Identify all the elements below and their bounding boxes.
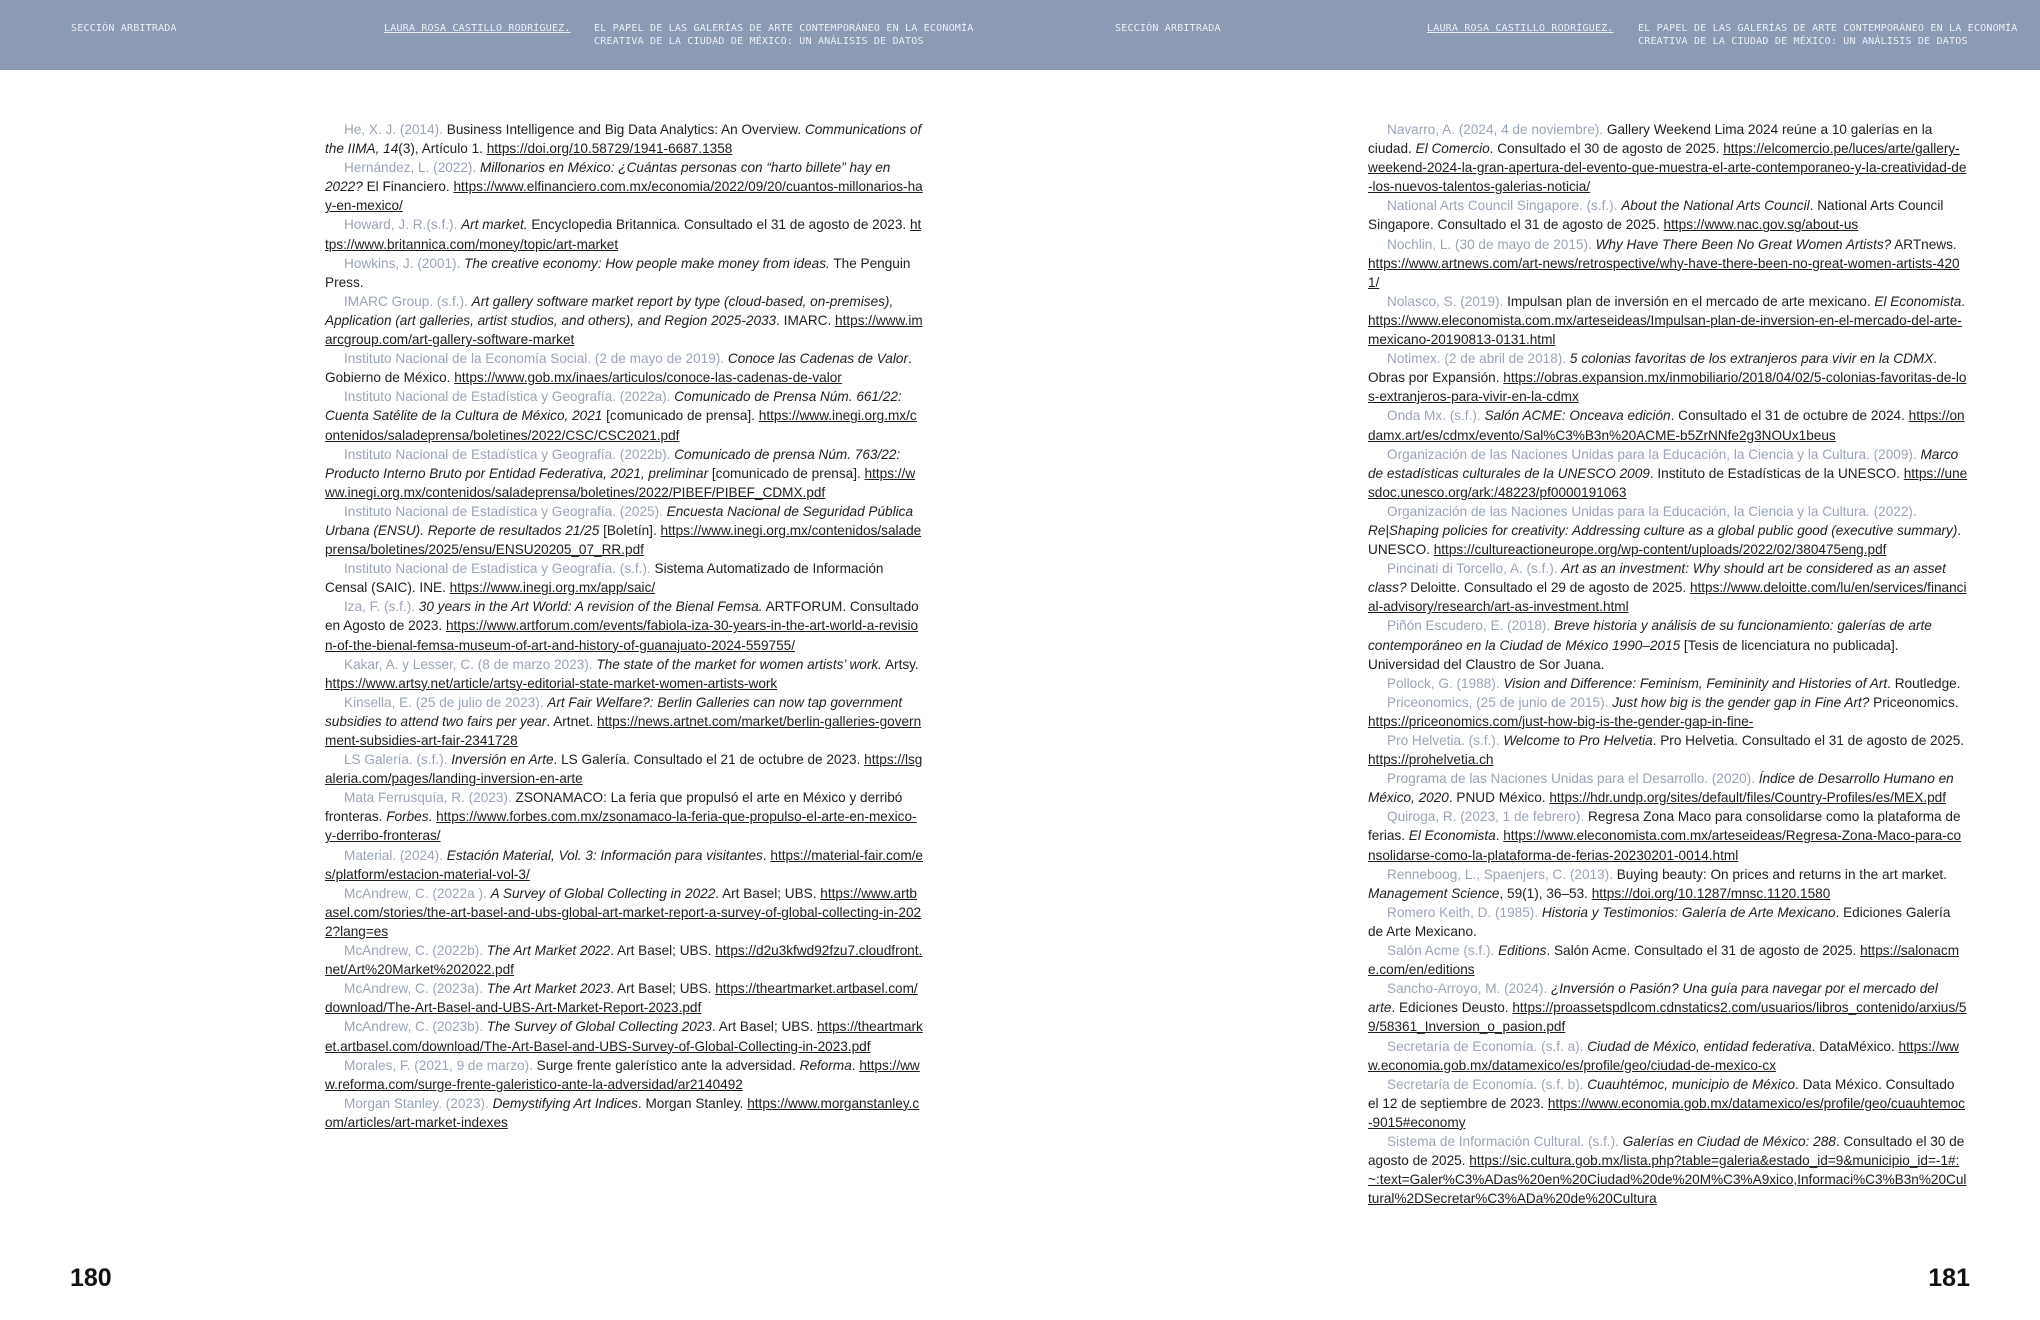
- reference-title: Salón ACME: Onceava edición: [1484, 408, 1671, 424]
- reference-link[interactable]: https://www.britannica.com/money/topic/art-market: [325, 217, 922, 252]
- reference-title: El Economista: [1874, 293, 1962, 309]
- reference-title: Art Fair Welfare?: Berlin Galleries can now tap government subsidies to attend two fairs per year: [325, 694, 903, 729]
- reference-author: IMARC Group. (s.f.).: [344, 293, 472, 309]
- reference-text: . Obras por Expansión.: [1368, 351, 1938, 386]
- reference-entry: [1368, 731, 1968, 769]
- reference-link[interactable]: https://news.artnet.com/market/berlin-galleries-government-subsidies-art-fair-2341728: [325, 713, 922, 748]
- reference-link[interactable]: https://proassetspdlcom.cdnstatics2.com/usuarios/libros_contenido/arxius/59/58361_Inversion_o_pasion.pdf: [1368, 1000, 1967, 1035]
- reference-text: [Boletín].: [599, 522, 661, 538]
- reference-entry: [325, 1094, 923, 1132]
- reference-link[interactable]: https://prohelvetia.ch: [1368, 752, 1494, 768]
- reference-link[interactable]: https://cultureactioneurope.org/wp-content/uploads/2022/02/380475eng.pdf: [1433, 542, 1887, 558]
- reference-author: Programa de las Naciones Unidas para el Desarrollo. (2020).: [1387, 771, 1759, 787]
- reference-link[interactable]: https://www.artbasel.com/stories/the-art-basel-and-ubs-global-art-market-report-a-survey-of-global-collecting-in-2022?lang=es: [325, 885, 922, 939]
- reference-text: . LS Galería. Consultado el 21 de octubre de 2023.: [553, 752, 865, 768]
- reference-text: .: [1961, 293, 1966, 309]
- reference-entry: [1368, 769, 1968, 807]
- reference-text: . Data México. Consultado el 12 de septiembre de 2023.: [1368, 1076, 1955, 1111]
- reference-title: Reforma: [799, 1057, 852, 1073]
- reference-title: The state of the market for women artists’ work.: [596, 656, 882, 672]
- reference-title: Cuauhtémoc, municipio de México: [1587, 1076, 1796, 1092]
- reference-entry: [1368, 445, 1968, 502]
- reference-link[interactable]: https://hdr.undp.org/sites/default/files/Country-Profiles/es/MEX.pdf: [1549, 790, 1947, 806]
- reference-link[interactable]: https://theartmarket.artbasel.com/download/The-Art-Basel-and-UBS-Art-Market-Report-2023.pdf: [325, 981, 918, 1016]
- reference-text: . Art Basel; UBS.: [711, 1019, 817, 1035]
- reference-author: He, X. J. (2014).: [344, 122, 447, 137]
- reference-author: Mata Ferrusquía, R. (2023).: [344, 790, 516, 806]
- article-title-left: [594, 22, 973, 48]
- reference-link[interactable]: https://priceonomics.com/just-how-big-is-the-gender-gap-in-fine-: [1368, 713, 1754, 729]
- reference-link[interactable]: https://elcomercio.pe/luces/arte/gallery-weekend-2024-la-gran-apertura-del-evento-que-muestra-el-arte-contemporaneo-y-la-creatividad-de-los-nuevos-talentos-galerias-noticia/: [1368, 141, 1967, 195]
- reference-link[interactable]: https://obras.expansion.mx/inmobiliario/2018/04/02/5-colonias-favoritas-de-los-extranjeros-para-vivir-en-la-cdmx: [1368, 370, 1967, 405]
- article-title-right-line2: CREATIVA DE LA CIUDAD DE MÉXICO: UN ANÁLISIS DE DATOS: [1638, 36, 1968, 47]
- reference-title: The Art Market 2023: [486, 981, 611, 997]
- reference-text: . National Arts Council Singapore. Consultado el 31 de agosto de 2025.: [1368, 198, 1944, 233]
- reference-author: Notimex. (2 de abril de 2018).: [1387, 351, 1570, 367]
- reference-text: . Instituto de Estadísticas de la UNESCO.: [1649, 465, 1904, 481]
- reference-link[interactable]: https://www.morganstanley.com/articles/art-market-indexes: [325, 1095, 920, 1130]
- reference-text: . Artnet.: [546, 713, 598, 729]
- reference-text: Surge frente galerístico ante la adversidad.: [536, 1057, 800, 1073]
- article-title-left-line1: EL PAPEL DE LAS GALERÍAS DE ARTE CONTEMPORÁNEO EN LA ECONOMÍA: [594, 23, 974, 34]
- reference-text: Artsy.: [881, 656, 919, 672]
- reference-author: Pollock, G. (1988).: [1387, 675, 1504, 691]
- reference-title: Breve historia y análisis de su funcionamiento: galerías de arte contemporáneo en la Ciudad de México 1990–2015: [1368, 618, 1932, 653]
- reference-entry: [1368, 674, 1968, 693]
- reference-author: Howard, J. R.(s.f.).: [344, 217, 462, 233]
- reference-link[interactable]: https://www.artnews.com/art-news/retrospective/why-have-there-been-no-great-women-artists-4201/: [1368, 255, 1960, 290]
- reference-entry: [1368, 616, 1968, 673]
- reference-entry: [1368, 196, 1968, 234]
- reference-link[interactable]: https://ondamx.art/es/cdmx/evento/Sal%C3%B3n%20ACME-b5ZrNNfe2g3NOUx1beus: [1368, 408, 1965, 443]
- reference-author: Material. (2024).: [344, 847, 447, 863]
- reference-entry: [325, 693, 923, 750]
- reference-author: Secretaría de Economía. (s.f. a).: [1387, 1038, 1588, 1054]
- reference-text: Gallery Weekend Lima 2024 reúne a 10 galerías en la ciudad.: [1368, 122, 1933, 157]
- reference-link[interactable]: https://www.inegi.org.mx/contenidos/saladeprensa/boletines/2022/PIBEF/PIBEF_CDMX.pdf: [325, 465, 916, 500]
- reference-entry: [1368, 807, 1968, 864]
- reference-title: Índice de Desarrollo Humano en México, 2020: [1368, 771, 1954, 806]
- reference-title: Comunicado de prensa Núm. 763/22: Producto Interno Bruto por Entidad Federativa, 2021, preliminar: [325, 446, 901, 481]
- reference-link[interactable]: https://material-fair.com/es/platform/estacion-material-vol-3/: [325, 847, 923, 882]
- reference-author: Renneboog, L., Spaenjers, C. (2013).: [1387, 866, 1617, 882]
- reference-title: Forbes: [386, 809, 429, 825]
- reference-entry: [1368, 693, 1968, 731]
- reference-entry: [1368, 941, 1968, 979]
- reference-title: Communications of the IIMA, 14: [325, 122, 922, 157]
- article-title-left-line2: CREATIVA DE LA CIUDAD DE MÉXICO: UN ANÁLISIS DE DATOS: [594, 36, 924, 47]
- section-label-right: SECCIÓN ARBITRADA: [1115, 23, 1221, 34]
- reference-link[interactable]: https://lsgaleria.com/pages/landing-inversion-en-arte: [325, 752, 923, 787]
- reference-author: Iza, F. (s.f.).: [344, 599, 419, 615]
- reference-author: Instituto Nacional de Estadística y Geografía. (2022b).: [344, 446, 675, 462]
- reference-text: Business Intelligence and Big Data Analytics: An Overview.: [446, 122, 805, 137]
- reference-author: McAndrew, C. (2023b).: [344, 1019, 487, 1035]
- author-label-left: LAURA ROSA CASTILLO RODRÍGUEZ.: [384, 23, 571, 34]
- reference-author: Instituto Nacional de Estadística y Geografía. (s.f.).: [344, 561, 655, 577]
- reference-title: Inversión en Arte: [451, 752, 554, 768]
- reference-entry: [325, 655, 923, 693]
- reference-link[interactable]: https://www.inegi.org.mx/app/saic/: [449, 580, 656, 596]
- reference-author: Onda Mx. (s.f.).: [1387, 408, 1485, 424]
- reference-link[interactable]: https://d2u3kfwd92fzu7.cloudfront.net/Art%20Market%202022.pdf: [325, 943, 923, 978]
- reference-entry: [1368, 502, 1968, 559]
- reference-title: Ciudad de México, entidad federativa: [1587, 1038, 1812, 1054]
- reference-title: Art gallery software market report by type (cloud-based, on-premises), Application (art galleries, artist studios, and others), and Region 2025-2033: [325, 293, 894, 328]
- reference-entry: [325, 445, 923, 502]
- reference-link[interactable]: https://theartmarket.artbasel.com/download/The-Art-Basel-and-UBS-Survey-of-Global-Collecting-in-2023.pdf: [325, 1019, 923, 1054]
- reference-entry: [1368, 349, 1968, 406]
- reference-author: Nochlin, L. (30 de mayo de 2015).: [1387, 236, 1596, 252]
- reference-text: . Salón Acme. Consultado el 31 de agosto de 2025.: [1546, 943, 1861, 959]
- reference-title: Vision and Difference: Feminism, Femininity and Histories of Art: [1503, 675, 1888, 691]
- reference-link[interactable]: https://www.artforum.com/events/fabiola-iza-30-years-in-the-art-world-a-revision-of-the-bienal-femsa-museum-of-art-and-history-of-guanajuato-2024-559755/: [325, 618, 919, 653]
- reference-entry: [1368, 292, 1968, 349]
- reference-author: Instituto Nacional de Estadística y Geografía. (2022a).: [344, 389, 675, 405]
- reference-link[interactable]: https://www.deloitte.com/lu/en/services/financial-advisory/research/art-as-investment.html: [1368, 580, 1967, 615]
- reference-entry: [1368, 235, 1968, 292]
- reference-entry: [1368, 903, 1968, 941]
- reference-author: Kinsella, E. (25 de julio de 2023).: [344, 694, 548, 710]
- page-number-left: 180: [70, 1264, 112, 1292]
- reference-entry: [1368, 1132, 1968, 1208]
- reference-title: The creative economy: How people make money from ideas.: [464, 255, 830, 271]
- reference-title: Encuesta Nacional de Seguridad Pública Urbana (ENSU). Reporte de resultados 21/25: [325, 503, 914, 538]
- reference-entry: [325, 941, 923, 979]
- reference-text: . Ediciones Galería de Arte Mexicano.: [1368, 904, 1951, 939]
- reference-text: Sistema Automatizado de Información Censal (SAIC). INE.: [325, 561, 884, 596]
- reference-title: Re|Shaping policies for creativity: Addressing culture as a global public good (executive summary): [1368, 522, 1958, 538]
- reference-author: Morales, F. (2021, 9 de marzo).: [344, 1057, 537, 1073]
- reference-entry: [1368, 1075, 1968, 1132]
- reference-author: Instituto Nacional de la Economía Social. (2 de mayo de 2019).: [344, 351, 728, 367]
- reference-link[interactable]: https://www.economia.gob.mx/datamexico/es/profile/geo/cuauhtemoc-9015#economy: [1368, 1095, 1965, 1130]
- reference-title: 30 years in the Art World: A revision of the Bienal Femsa.: [418, 599, 763, 615]
- reference-author: Salón Acme (s.f.).: [1387, 943, 1499, 959]
- reference-author: Secretaría de Economía. (s.f. b).: [1387, 1076, 1588, 1092]
- reference-title: Art as an investment: Why should art be considered as an asset class?: [1368, 561, 1946, 596]
- reference-text: [Tesis de licenciatura no publicada]. Universidad del Claustro de Sor Juana.: [1368, 637, 1899, 672]
- reference-author: Nolasco, S. (2019).: [1387, 293, 1508, 309]
- reference-author: Kakar, A. y Lesser, C. (8 de marzo 2023).: [344, 656, 597, 672]
- reference-link[interactable]: https://www.elfinanciero.com.mx/economia/2022/09/20/cuantos-millonarios-hay-en-mexico/: [325, 179, 923, 214]
- reference-author: McAndrew, C. (2022b).: [344, 943, 487, 959]
- reference-entry: [325, 979, 923, 1017]
- reference-author: Hernández, L. (2022).: [344, 160, 481, 176]
- running-header: [0, 0, 2040, 70]
- reference-title: ¿Inversión o Pasión? Una guía para navegar por el mercado del arte: [1368, 981, 1938, 1016]
- reference-text: . PNUD México.: [1448, 790, 1550, 806]
- reference-text: , 59(1), 36–53.: [1499, 885, 1592, 901]
- reference-text: Buying beauty: On prices and returns in the art market.: [1616, 866, 1947, 882]
- reference-text: .: [1495, 828, 1504, 844]
- reference-entry: [325, 120, 923, 158]
- reference-text: Priceonomics.: [1869, 694, 1959, 710]
- article-title-right: [1638, 22, 2017, 48]
- reference-author: Quiroga, R. (2023, 1 de febrero).: [1387, 809, 1588, 825]
- reference-entry: [325, 254, 923, 292]
- reference-title: Welcome to Pro Helvetia: [1503, 733, 1653, 748]
- reference-author: Organización de las Naciones Unidas para la Educación, la Ciencia y la Cultura. (2009).: [1387, 446, 1921, 462]
- reference-text: . Consultado el 31 de octubre de 2024.: [1670, 408, 1909, 424]
- author-label-right: LAURA ROSA CASTILLO RODRÍGUEZ.: [1427, 23, 1614, 34]
- reference-link[interactable]: https://doi.org/10.1287/mnsc.1120.1580: [1591, 885, 1831, 901]
- reference-text: .: [428, 809, 437, 825]
- reference-link[interactable]: https://www.forbes.com.mx/zsonamaco-la-feria-que-propulso-el-arte-en-mexico-y-derribo-fronteras/: [325, 809, 917, 844]
- reference-title: Conoce las Cadenas de Valor: [727, 351, 908, 367]
- reference-entry: [1368, 1037, 1968, 1075]
- reference-title: Art market.: [461, 217, 528, 233]
- reference-author: McAndrew, C. (2022a ).: [344, 885, 491, 901]
- reference-title: El Economista: [1408, 828, 1496, 844]
- reference-entry: [325, 559, 923, 597]
- reference-text: . Consultado el 30 de agosto de 2025.: [1368, 1133, 1965, 1169]
- reference-author: Organización de las Naciones Unidas para la Educación, la Ciencia y la Cultura. (2022).: [1387, 503, 1917, 519]
- reference-link[interactable]: https://www.economia.gob.mx/datamexico/es/profile/geo/ciudad-de-mexico-cx: [1368, 1038, 1959, 1073]
- reference-author: McAndrew, C. (2023a).: [344, 981, 487, 997]
- reference-author: Priceonomics, (25 de junio de 2015).: [1387, 694, 1613, 710]
- reference-title: About the National Arts Council: [1621, 198, 1810, 214]
- reference-entry: [325, 884, 923, 941]
- reference-author: Instituto Nacional de Estadística y Geografía. (2025).: [344, 503, 667, 519]
- reference-title: El Comercio: [1415, 141, 1490, 157]
- reference-text: . Routledge.: [1887, 675, 1961, 691]
- reference-title: A Survey of Global Collecting in 2022: [490, 885, 716, 901]
- reference-link[interactable]: https://www.eleconomista.com.mx/arteseideas/Impulsan-plan-de-inversion-en-el-mercado-del-arte-mexicano-20190813-0131.html: [1368, 312, 1962, 348]
- reference-link[interactable]: https://www.nac.gov.sg/about-us: [1663, 217, 1859, 233]
- reference-text: . Ediciones Deusto.: [1391, 1000, 1513, 1016]
- reference-entry: [325, 846, 923, 884]
- reference-title: Demystifying Art Indices: [492, 1095, 638, 1111]
- reference-title: Marco de estadísticas culturales de la UNESCO 2009: [1368, 446, 1959, 481]
- reference-text: Impulsan plan de inversión en el mercado de arte mexicano.: [1507, 293, 1875, 309]
- reference-link[interactable]: https://www.inegi.org.mx/contenidos/saladeprensa/boletines/2022/CSC/CSC2021.pdf: [325, 408, 917, 443]
- reference-text: Deloitte. Consultado el 29 de agosto de 2025.: [1406, 580, 1690, 596]
- reference-text: ARTFORUM. Consultado en Agosto de 2023.: [325, 599, 919, 634]
- reference-link[interactable]: https://www.imarcgroup.com/art-gallery-software-market: [325, 312, 923, 348]
- article-title-right-line1: EL PAPEL DE LAS GALERÍAS DE ARTE CONTEMPORÁNEO EN LA ECONOMÍA: [1638, 23, 2018, 34]
- reference-title: Historia y Testimonios: Galería de Arte Mexicano: [1541, 904, 1836, 920]
- reference-entry: [325, 597, 923, 654]
- reference-text: Regresa Zona Maco para consolidarse como la plataforma de ferias.: [1368, 809, 1961, 844]
- reference-title: Millonarios en México: ¿Cuántas personas con “harto billete” hay en 2022?: [325, 160, 891, 195]
- reference-author: Morgan Stanley. (2023).: [344, 1095, 493, 1111]
- reference-author: Navarro, A. (2024, 4 de noviembre).: [1387, 122, 1607, 137]
- reference-entry: [325, 502, 923, 559]
- reference-title: Editions: [1498, 943, 1547, 959]
- reference-text: . Gobierno de México.: [325, 351, 912, 386]
- reference-text: . DataMéxico.: [1811, 1038, 1899, 1054]
- page-number-right: 181: [1928, 1264, 1970, 1292]
- reference-text: . Art Basel; UBS.: [715, 885, 821, 901]
- reference-entry: [325, 1056, 923, 1094]
- reference-link[interactable]: https://salonacme.com/en/editions: [1368, 943, 1960, 978]
- reference-entry: [1368, 979, 1968, 1036]
- reference-text: .: [851, 1057, 860, 1073]
- reference-entry: [1368, 120, 1968, 196]
- reference-entry: [325, 215, 923, 253]
- reference-author: Romero Keith, D. (1985).: [1387, 904, 1542, 920]
- reference-link[interactable]: https://www.reforma.com/surge-frente-galeristico-ante-la-adversidad/ar2140492: [325, 1057, 920, 1092]
- reference-author: Sistema de Información Cultural. (s.f.).: [1387, 1133, 1623, 1149]
- reference-text: ZSONAMACO: La feria que propulsó el arte en México y derribó fronteras.: [325, 790, 903, 825]
- reference-text: . Pro Helvetia. Consultado el 31 de agosto de 2025.: [1652, 733, 1965, 748]
- reference-author: Sancho-Arroyo, M. (2024).: [1387, 981, 1551, 997]
- reference-text: . Art Basel; UBS.: [610, 943, 716, 959]
- reference-author: Pincinati di Torcello, A. (s.f.).: [1387, 561, 1562, 577]
- reference-title: Why Have There Been No Great Women Artists?: [1595, 236, 1892, 252]
- reference-text: . Morgan Stanley.: [637, 1095, 748, 1111]
- reference-text: [comunicado de prensa].: [708, 465, 865, 481]
- reference-title: Galerías en Ciudad de México: 288: [1622, 1133, 1836, 1149]
- reference-text: ARTnews.: [1891, 236, 1957, 252]
- reference-entry: [325, 1017, 923, 1055]
- reference-title: The Survey of Global Collecting 2023: [486, 1019, 712, 1035]
- reference-text: . Art Basel; UBS.: [610, 981, 716, 997]
- reference-entry: [325, 292, 923, 349]
- references-column-right: [1368, 120, 1968, 1208]
- reference-text: (3), Artículo 1.: [398, 141, 487, 157]
- reference-title: Comunicado de Prensa Núm. 661/22: Cuenta Satélite de la Cultura de México, 2021: [325, 389, 902, 424]
- reference-text: . UNESCO.: [1368, 522, 1962, 558]
- reference-text: . IMARC.: [776, 312, 836, 328]
- reference-link[interactable]: https://unesdoc.unesco.org/ark:/48223/pf0000191063: [1368, 465, 1968, 500]
- reference-author: Pro Helvetia. (s.f.).: [1387, 733, 1504, 748]
- reference-text: [comunicado de prensa].: [602, 408, 759, 424]
- reference-text: The Penguin Press.: [325, 255, 911, 290]
- reference-entry: [1368, 865, 1968, 903]
- reference-title: Just how big is the gender gap in Fine Art?: [1612, 694, 1870, 710]
- reference-entry: [325, 788, 923, 845]
- reference-link[interactable]: https://www.eleconomista.com.mx/arteseideas/Regresa-Zona-Maco-para-consolidarse-como-la-plataforma-de-ferias-20230201-0014.html: [1368, 828, 1962, 863]
- reference-text: . Consultado el 30 de agosto de 2025.: [1489, 141, 1724, 157]
- reference-title: Estación Material, Vol. 3: Información para visitantes: [446, 847, 763, 863]
- reference-text: El Financiero.: [362, 179, 454, 195]
- reference-author: Piñón Escudero, E. (2018).: [1387, 618, 1554, 634]
- section-label-left: SECCIÓN ARBITRADA: [71, 23, 177, 34]
- reference-text: Encyclopedia Britannica. Consultado el 31 de agosto de 2023.: [527, 217, 910, 233]
- reference-entry: [325, 158, 923, 215]
- references-column-left: [325, 120, 923, 1132]
- reference-link[interactable]: https://sic.cultura.gob.mx/lista.php?table=galeria&estado_id=9&municipio_id=-1#:~:text=Galer%C3%ADas%20en%20Ciudad%20de%20M%C3%A9xico,Informaci%C3%B3n%20Cultural%2DSecretar%C3%ADa%20de%20Cultura: [1368, 1153, 1967, 1207]
- reference-entry: [1368, 559, 1968, 616]
- reference-entry: [325, 750, 923, 788]
- reference-author: National Arts Council Singapore. (s.f.).: [1387, 198, 1622, 214]
- reference-entry: [1368, 406, 1968, 444]
- reference-text: .: [762, 847, 771, 863]
- reference-entry: [325, 349, 923, 387]
- reference-title: 5 colonias favoritas de los extranjeros para vivir en la CDMX: [1569, 351, 1934, 367]
- reference-link[interactable]: https://www.artsy.net/article/artsy-editorial-state-market-women-artists-work: [325, 675, 778, 691]
- reference-author: Howkins, J. (2001).: [344, 255, 465, 271]
- reference-link[interactable]: https://www.inegi.org.mx/contenidos/saladeprensa/boletines/2025/ensu/ENSU20205_07_RR.pdf: [325, 522, 922, 558]
- reference-link[interactable]: https://www.gob.mx/inaes/articulos/conoce-las-cadenas-de-valor: [454, 370, 842, 386]
- reference-title: The Art Market 2022: [486, 943, 611, 959]
- reference-author: LS Galería. (s.f.).: [344, 752, 452, 768]
- reference-link[interactable]: https://doi.org/10.58729/1941-6687.1358: [486, 141, 733, 157]
- reference-entry: [325, 387, 923, 444]
- reference-title: Management Science: [1368, 885, 1500, 901]
